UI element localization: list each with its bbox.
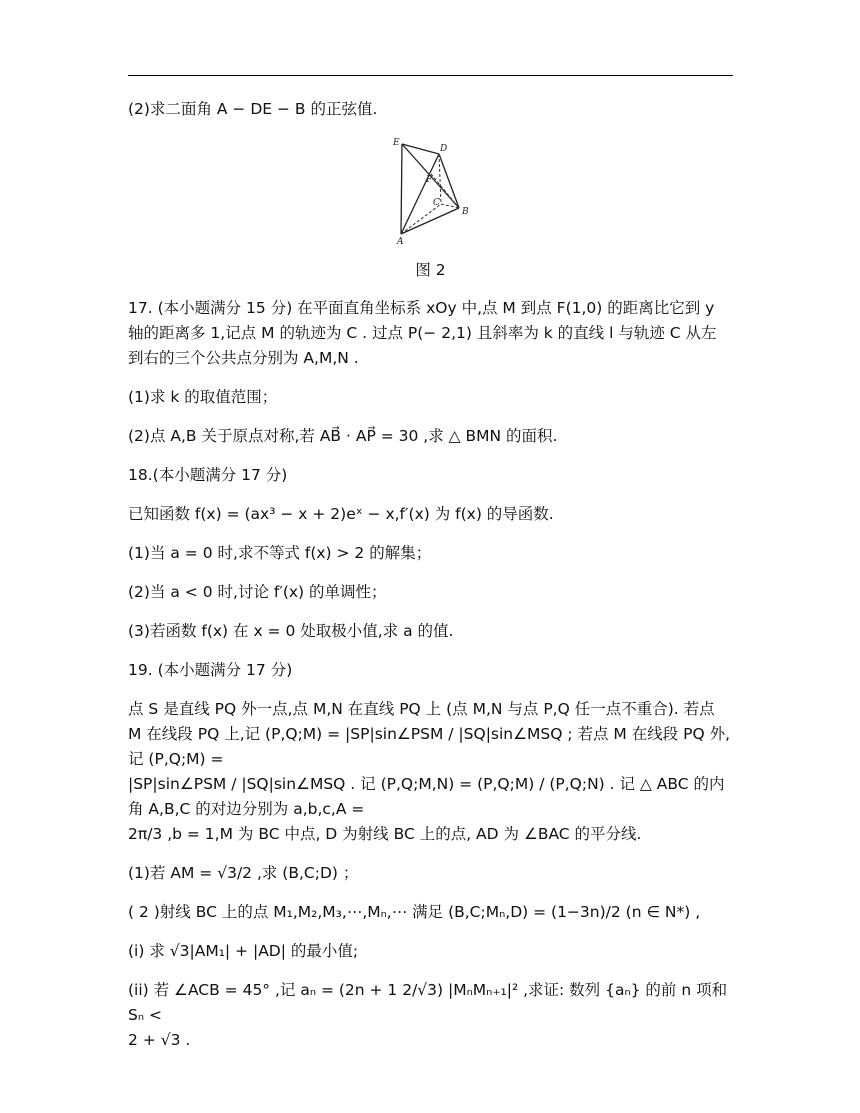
figure-2 (128, 136, 733, 250)
document-body (128, 97, 733, 1067)
header-rule (128, 75, 733, 76)
q18-part3: (3)若函数 f(x) 在 x = 0 处取极小值,求 a 的值. (128, 622, 454, 640)
q19-title: 19. (本小题满分 17 分) (128, 661, 293, 679)
q18-part1: (1)当 a = 0 时,求不等式 f(x) > 2 的解集； (128, 544, 432, 562)
q18-stem: 已知函数 f(x) = (ax³ − x + 2)eˣ − x,f′(x) 为 f(x) 的导函数. (128, 505, 554, 523)
q16-part2: (2)求二面角 A − DE − B 的正弦值. (128, 100, 378, 118)
q17-part2: (2)点 A,B 关于原点对称,若 AB⃗ · AP⃗ = 30 ,求 △ BMN 的面积. (128, 427, 558, 445)
edge-EA (401, 144, 402, 234)
q19-line4: 2π/3 ,b = 1,M 为 BC 中点, D 为射线 BC 上的点, AD 为 ∠BAC 的平分线. (128, 825, 642, 843)
q17-line2: 轴的距离多 1,记点 M 的轨迹为 C . 过点 P(− 2,1) 且斜率为 k 的直线 l 与轨迹 C 从左 (128, 324, 717, 342)
q19-part1: (1)若 AM = √3/2 ,求 (B,C;D) ； (128, 864, 359, 882)
q19-part2ii (128, 978, 733, 1053)
label-A: A (396, 237, 403, 246)
label-E: E (392, 138, 400, 148)
edge-ED (402, 144, 439, 154)
q17-line1: 17. (本小题满分 15 分) 在平面直角坐标系 xOy 中,点 M 到点 F(1,0) 的距离比它到 y (128, 299, 715, 317)
figure-caption: 图 2 (415, 261, 446, 279)
q18-title: 18.(本小题满分 17 分) (128, 466, 288, 484)
q17-stem (128, 296, 733, 371)
q19-line2: M 在线段 PQ 上,记 (P,Q;M) = |SP|sin∠PSM / |SQ|sin∠MSQ ; 若点 M 在线段 PQ 外,记 (P,Q;M) = (128, 725, 731, 768)
q19-line3: |SP|sin∠PSM / |SQ|sin∠MSQ . 记 (P,Q;M,N) = (P,Q;M) / (P,Q;N) . 记 △ ABC 的内角 A,B,C 的对边分别为 a,b,c,A = (128, 775, 725, 818)
edge-DC (439, 154, 441, 204)
q19-line1: 点 S 是直线 PQ 外一点,点 M,N 在直线 PQ 上 (点 M,N 与点 P,Q 任一点不重合). 若点 (128, 700, 715, 718)
tetrahedron-diagram (381, 136, 481, 246)
edge-DA (401, 154, 439, 234)
q19-part2i: (i) 求 √3|AM₁| + |AD| 的最小值; (128, 942, 359, 960)
q19-part2: ( 2 )射线 BC 上的点 M₁,M₂,M₃,⋯,Mₙ,⋯ 满足 (B,C;Mₙ,D) = (1−3n)/2 (n ∈ N*) , (128, 903, 701, 921)
q19-part2ii-line1: (ii) 若 ∠ACB = 45° ,记 aₙ = (2n + 1 2/√3) |MₙMₙ₊₁|² ,求证: 数列 {aₙ} 的前 n 项和 Sₙ < (128, 981, 728, 1024)
label-D: D (439, 144, 447, 154)
q17-part1: (1)求 k 的取值范围； (128, 388, 278, 406)
q19-stem (128, 697, 733, 847)
label-B: B (461, 207, 469, 217)
label-F: F (425, 175, 432, 185)
q19-part2ii-line2: 2 + √3 . (128, 1031, 191, 1049)
label-C: C (432, 198, 440, 208)
q18-part2: (2)当 a < 0 时,讨论 f′(x) 的单调性； (128, 583, 387, 601)
q17-line3: 到右的三个公共点分别为 A,M,N . (128, 349, 359, 367)
edge-DB (439, 154, 459, 208)
